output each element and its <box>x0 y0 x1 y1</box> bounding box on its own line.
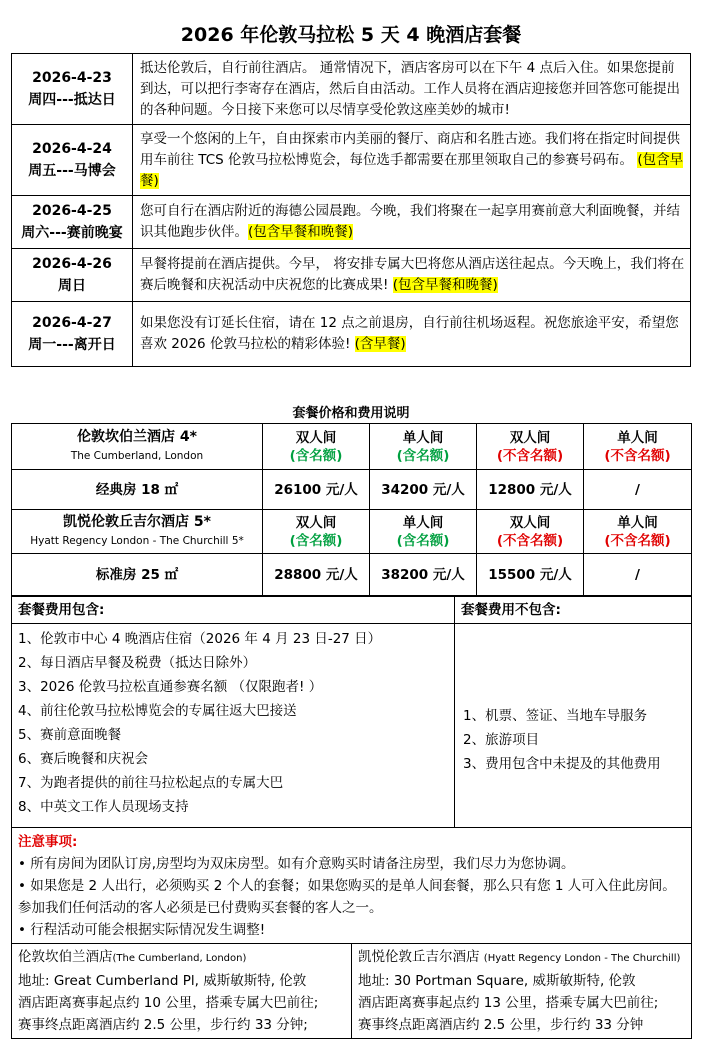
room-type: 单人间 <box>617 429 658 446</box>
room-type-cell <box>370 424 477 470</box>
itinerary-day: 周日 <box>58 278 86 294</box>
itinerary-date-cell <box>12 54 133 125</box>
hotel-name-cn: 凯悦伦敦丘吉尔酒店 5* <box>63 514 211 530</box>
address-hotel-name: 伦敦坎伯兰酒店 <box>18 949 113 965</box>
fees-table <box>11 596 692 1039</box>
itinerary-date-cell <box>12 302 133 367</box>
itinerary-text-cell <box>133 249 691 302</box>
page-title: 2026 年伦敦马拉松 5 天 4 晚酒店套餐 <box>180 24 522 46</box>
distance-start: 酒店距离赛事起点约 10 公里，搭乘专属大巴前往; <box>18 995 319 1011</box>
quota-label: (含名额) <box>289 532 343 549</box>
itinerary-day: 周六---赛前晚宴 <box>21 225 123 241</box>
room-type-cell <box>584 510 692 554</box>
itinerary-date-cell <box>12 125 133 196</box>
hotel-name-en: The Cumberland, London <box>70 450 204 462</box>
quota-label: (不含名额) <box>496 532 564 549</box>
address-cell <box>12 944 352 1039</box>
itinerary-text-cell <box>133 54 691 125</box>
itinerary-date: 2026-4-25 <box>32 203 112 219</box>
address-line: 地址: 30 Portman Square, 威斯敏斯特, 伦敦 <box>358 973 636 989</box>
excluded-title: 套餐费用不包含: <box>455 597 692 624</box>
included-item: 7、为跑者提供的前往马拉松起点的专属大巴 <box>18 775 284 791</box>
room-type-cell <box>477 510 584 554</box>
included-item: 4、前往伦敦马拉松博览会的专属往返大巴接送 <box>18 703 297 719</box>
included-item: 1、伦敦市中心 4 晚酒店住宿（2026 年 4 月 23 日-27 日） <box>18 631 382 647</box>
excluded-list <box>455 624 692 828</box>
meal-tag: (包含早餐和晚餐) <box>392 277 498 293</box>
itinerary-date: 2026-4-26 <box>32 256 112 272</box>
itinerary-day: 周四---抵达日 <box>28 92 116 108</box>
notes-cell <box>12 828 692 944</box>
included-item: 5、赛前意面晚餐 <box>18 727 122 743</box>
note-item: • 所有房间为团队订房,房型均为双床房型。如有介意购买时请备注房型，我们尽力为您协调。 <box>18 856 575 872</box>
itinerary-date: 2026-4-24 <box>32 141 112 157</box>
price-cell: / <box>584 470 692 510</box>
included-title: 套餐费用包含: <box>12 597 455 624</box>
itinerary-row <box>12 196 691 249</box>
distance-finish: 赛事终点距离酒店约 2.5 公里，步行约 33 分钟 <box>358 1017 644 1033</box>
quota-label: (含名额) <box>396 447 450 464</box>
itinerary-text-cell <box>133 196 691 249</box>
room-type: 双人间 <box>295 429 337 446</box>
price-row <box>12 470 692 510</box>
address-hotel-name-en: (The Cumberland, London) <box>112 953 247 964</box>
included-item: 6、赛后晚餐和庆祝会 <box>18 751 149 767</box>
meal-tag: (包含早餐和晚餐) <box>248 224 354 240</box>
included-list <box>12 624 455 828</box>
room-type-cell <box>263 510 370 554</box>
room-type: 双人间 <box>509 514 551 531</box>
price-cell: / <box>584 554 692 596</box>
address-hotel-name: 凯悦伦敦丘吉尔酒店 <box>358 949 480 965</box>
itinerary-table <box>11 53 691 367</box>
fees-body-row <box>12 624 692 828</box>
note-item: • 行程活动可能会根据实际情况发生调整! <box>18 922 266 938</box>
room-type-cell <box>477 424 584 470</box>
address-line: 地址: Great Cumberland Pl, 威斯敏斯特, 伦敦 <box>18 973 307 989</box>
hotel-name-cn: 伦敦坎伯兰酒店 4* <box>77 429 197 445</box>
distance-start: 酒店距离赛事起点约 13 公里，搭乘专属大巴前往; <box>358 995 659 1011</box>
itinerary-day: 周五---马博会 <box>28 163 116 179</box>
itinerary-day: 周一---离开日 <box>28 337 116 353</box>
hotel-header-row <box>12 424 692 470</box>
quota-label: (不含名额) <box>604 532 671 549</box>
itinerary-text: 如果您没有订延长住宿，请在 12 点之前退房，自行前往机场返程。祝您旅途平安，希望您喜欢 2026 伦敦马拉松的精彩体验! <box>140 315 679 352</box>
room-type: 单人间 <box>402 429 444 446</box>
included-item: 8、中英文工作人员现场支持 <box>18 799 189 815</box>
address-row <box>12 944 692 1039</box>
excluded-item: 1、机票、签证、当地车导服务 <box>463 708 648 724</box>
itinerary-date: 2026-4-23 <box>32 70 112 86</box>
note-item: • 如果您是 2 人出行，必须购买 2 个人的套餐；如果您购买的是单人间套餐，那么只有您 1 人可入住此房间。参加我们任何活动的客人必须是已付费购买套餐的客人之一。 <box>18 878 676 916</box>
meal-tag: (包含早餐) <box>140 151 684 189</box>
included-item: 3、2026 伦敦马拉松直通参赛名额 （仅限跑者! ） <box>18 679 323 695</box>
price-table <box>11 423 692 596</box>
price-cell: 38200 元/人 <box>370 554 477 596</box>
notes-title: 注意事项: <box>18 834 78 850</box>
room-type-cell <box>370 510 477 554</box>
included-item: 2、每日酒店早餐及税费（抵达日除外） <box>18 655 257 671</box>
quota-label: (含名额) <box>396 532 450 549</box>
hotel-name-cell <box>12 424 263 470</box>
itinerary-row <box>12 54 691 125</box>
address-hotel-name-en: (Hyatt Regency London - The Churchill) <box>483 953 681 964</box>
quota-label: (不含名额) <box>604 447 671 464</box>
meal-tag: (含早餐) <box>354 336 406 352</box>
itinerary-text-cell <box>133 125 691 196</box>
hotel-header-row <box>12 510 692 554</box>
address-cell <box>352 944 692 1039</box>
notes-row <box>12 828 692 944</box>
price-cell: 15500 元/人 <box>477 554 584 596</box>
itinerary-text: 享受一个悠闲的上午，自由探索市内美丽的餐厅、商店和名胜古迹。我们将在指定时间提供用车前往 TCS 伦敦马拉松博览会，每位选手都需要在那里领取自己的参赛号码布。 <box>140 130 680 168</box>
price-cell: 26100 元/人 <box>263 470 370 510</box>
room-type: 单人间 <box>402 514 444 531</box>
price-cell: 12800 元/人 <box>477 470 584 510</box>
fees-header-row <box>12 597 692 624</box>
itinerary-text-cell <box>133 302 691 367</box>
itinerary-row <box>12 302 691 367</box>
hotel-name-cell <box>12 510 263 554</box>
hotel-name-en: Hyatt Regency London - The Churchill 5* <box>30 535 244 547</box>
itinerary-date-cell <box>12 196 133 249</box>
room-type-cell <box>584 424 692 470</box>
room-type: 双人间 <box>295 514 337 531</box>
distance-finish: 赛事终点距离酒店约 2.5 公里，步行约 33 分钟; <box>18 1017 308 1033</box>
itinerary-row <box>12 249 691 302</box>
room-type-cell <box>263 424 370 470</box>
excluded-item: 2、旅游项目 <box>463 732 540 748</box>
price-cell: 28800 元/人 <box>263 554 370 596</box>
room-name: 经典房 18 ㎡ <box>12 470 263 510</box>
itinerary-text: 抵达伦敦后，自行前往酒店。 通常情况下，酒店客房可以在下午 4 点后入住。如果您提前到达，可以把行李寄存在酒店，然后自由活动。工作人员将在酒店迎接您并回答您可能提出的各种问题。今日接下来您可以尽情享受伦敦这座美妙的城市! <box>140 59 680 118</box>
itinerary-text: 早餐将提前在酒店提供。今早， 将安排专属大巴将您从酒店送往起点。今天晚上，我们将在赛后晚餐和庆祝活动中庆祝您的比赛成果! <box>140 256 685 293</box>
itinerary-row <box>12 125 691 196</box>
price-row <box>12 554 692 596</box>
room-type: 双人间 <box>509 429 551 446</box>
price-cell: 34200 元/人 <box>370 470 477 510</box>
itinerary-text: 您可自行在酒店附近的海德公园晨跑。今晚，我们将聚在一起享用赛前意大利面晚餐，并结识其他跑步伙伴。 <box>140 203 680 240</box>
quota-label: (含名额) <box>289 447 343 464</box>
quota-label: (不含名额) <box>496 447 564 464</box>
price-section-title: 套餐价格和费用说明 <box>292 406 410 421</box>
excluded-item: 3、费用包含中未提及的其他费用 <box>463 756 661 772</box>
room-type: 单人间 <box>617 514 658 531</box>
itinerary-date-cell <box>12 249 133 302</box>
room-name: 标准房 25 ㎡ <box>12 554 263 596</box>
itinerary-date: 2026-4-27 <box>32 315 112 331</box>
